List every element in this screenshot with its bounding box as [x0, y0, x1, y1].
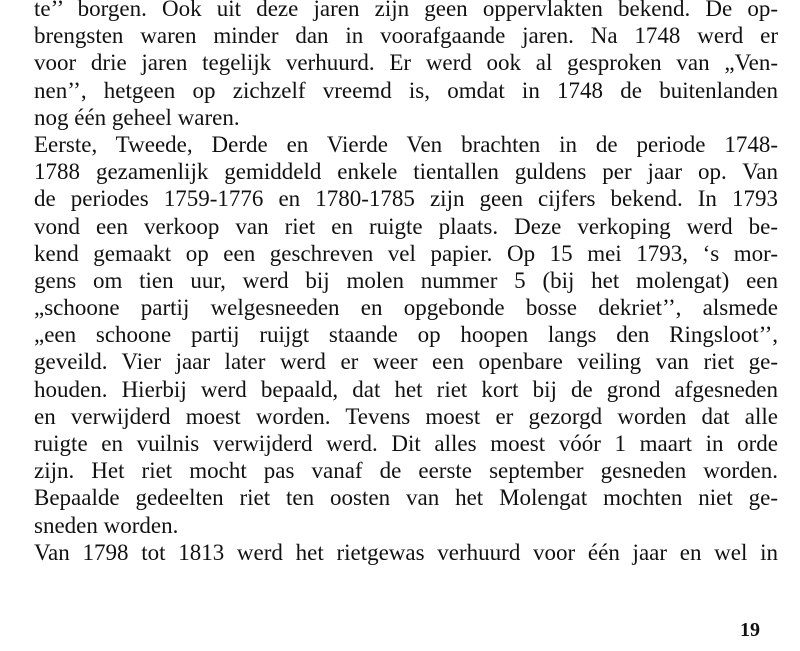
text-line: ruigte en vuilnis verwijderd werd. Dit alles moest vóór 1 maart in orde	[34, 431, 778, 456]
text-line: en verwijderd moest worden. Tevens moest er gezorgd worden dat alle	[34, 403, 778, 429]
text-line: geveild. Vier jaar later werd er weer een openbare veiling van riet ge-	[34, 349, 778, 375]
text-line: vond een verkoop van riet en ruigte plaats. Deze verkoping werd be-	[34, 213, 778, 239]
text-line: Van 1798 tot 1813 werd het rietgewas verhuurd voor één jaar en wel in	[34, 539, 778, 565]
text-line: „schoone partij welgesneeden en opgebonde bosse dekriet’’, alsmede	[34, 295, 778, 321]
text-line: houden. Hierbij werd bepaald, dat het riet kort bij de grond afgesneden	[34, 376, 778, 402]
text-line: de periodes 1759-1776 en 1780-1785 zijn geen cijfers bekend. In 1793	[34, 186, 778, 212]
text-line: Bepaalde gedeelten riet ten oosten van het Molengat mochten niet ge-	[34, 485, 778, 511]
text-line: „een schoone partij ruijgt staande op hoopen langs den Ringsloot’’,	[34, 322, 778, 348]
page-number: 19	[740, 619, 760, 641]
text-line: Eerste, Tweede, Derde en Vierde Ven brachten in de periode 1748-	[34, 131, 778, 157]
text-line: zijn. Het riet mocht pas vanaf de eerste september gesneden worden.	[34, 458, 778, 484]
text-line: 1788 gezamenlijk gemiddeld enkele tientallen guldens per jaar op. Van	[34, 159, 778, 185]
text-line: te’’ borgen. Ook uit deze jaren zijn geen oppervlakten bekend. De op-	[34, 0, 778, 21]
text-line: brengsten waren minder dan in voorafgaande jaren. Na 1748 werd er	[34, 23, 778, 49]
text-line: kend gemaakt op een geschreven vel papier. Op 15 mei 1793, ‘s mor-	[34, 240, 778, 266]
text-line: gens om tien uur, werd bij molen nummer 5 (bij het molengat) een	[34, 267, 778, 293]
text-line: nog één geheel waren.	[34, 104, 240, 130]
text-line: voor drie jaren tegelijk verhuurd. Er werd ook al gesproken van „Ven-	[34, 50, 778, 76]
body-text	[34, 0, 778, 566]
text-line: nen’’, hetgeen op zichzelf vreemd is, omdat in 1748 de buitenlanden	[34, 77, 778, 103]
text-line: sneden worden.	[34, 512, 179, 538]
